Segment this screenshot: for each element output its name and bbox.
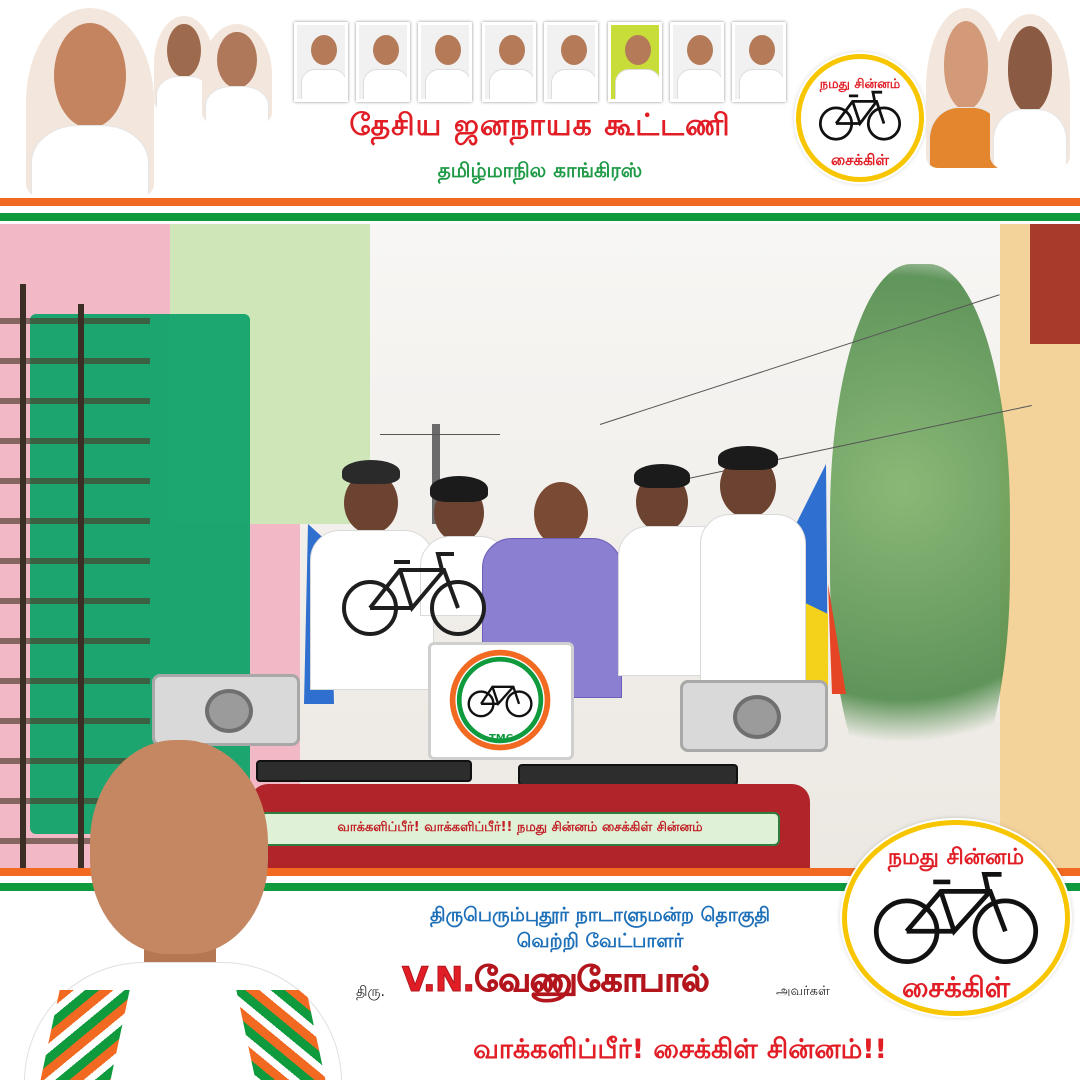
- leader-thumb: [294, 22, 348, 102]
- cycle-symbol-badge-bottom: [842, 820, 1070, 1016]
- bicycle-model: [334, 542, 494, 642]
- leader-thumb: [732, 22, 786, 102]
- candidate-name: V.N.வேணுகோபால்: [402, 960, 709, 1000]
- loudspeaker-right: [680, 680, 828, 752]
- leader-thumb: [418, 22, 472, 102]
- leader-portrait-small-2: [202, 24, 272, 124]
- loudspeaker-left: [152, 674, 300, 746]
- leader-thumb: [544, 22, 598, 102]
- name-prefix: திரு.: [356, 984, 385, 1000]
- tmc-label: TMC: [488, 733, 514, 744]
- candidate-name-line: [356, 960, 856, 1010]
- light-bar-right: [518, 764, 738, 786]
- header-banner: [0, 0, 1080, 200]
- constituency-text: திருபெரும்புதூர் நாடாளுமன்ற தொகுதி: [429, 904, 771, 926]
- leader-thumb: [356, 22, 410, 102]
- alliance-title: தேசிய ஜனநாயக கூட்டணி: [349, 108, 731, 143]
- candidate-portrait: [24, 740, 342, 1080]
- vehicle-banner-text: வாக்களிப்பீர்! வாக்களிப்பீர்!! நமது சின்னம் சைக்கிள் சின்னம்: [337, 820, 703, 835]
- name-suffix: அவர்கள்: [776, 984, 830, 999]
- cycle-symbol-badge-top: [796, 54, 924, 182]
- leader-thumb: [482, 22, 536, 102]
- leader-thumb: [670, 22, 724, 102]
- symbol-bottom-text: சைக்கிள்: [901, 971, 1011, 1004]
- tmc-symbol-board: [428, 642, 574, 760]
- leader-portrait-right-2: [990, 14, 1070, 168]
- symbol-top-text: நமது சின்னம்: [819, 77, 901, 92]
- leader-thumb: [608, 22, 662, 102]
- supporter-4: [700, 446, 810, 686]
- candidate-status: வெற்றி வேட்பாளர்: [516, 930, 684, 952]
- symbol-bottom-text: சைக்கிள்: [831, 151, 889, 169]
- leader-portrait-left: [26, 8, 154, 196]
- alliance-leaders-strip: [294, 22, 786, 104]
- tricolor-divider-top: [0, 198, 1080, 224]
- party-name: தமிழ்மாநில காங்கிரஸ்: [437, 158, 643, 182]
- campaign-slogan: வாக்களிப்பீர்! சைக்கிள் சின்னம்!!: [473, 1034, 887, 1065]
- symbol-top-text: நமது சின்னம்: [887, 845, 1025, 870]
